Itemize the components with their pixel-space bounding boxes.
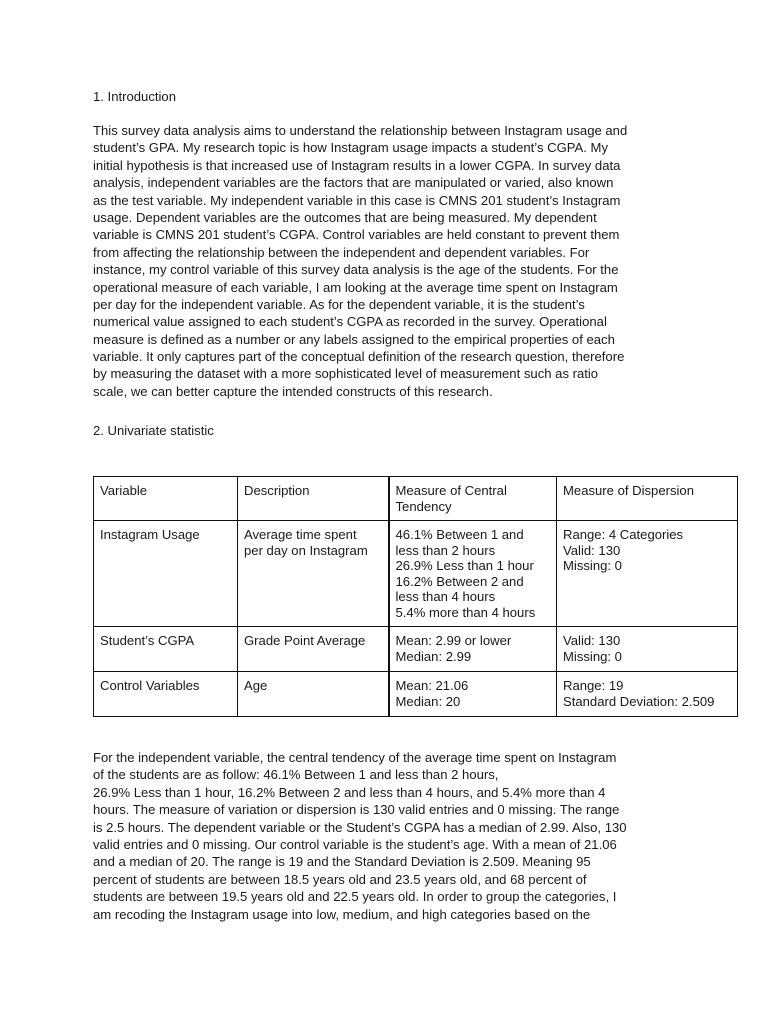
paragraph-line: operational measure of each variable, I am looking at the average time spent on Instagram — [93, 279, 618, 295]
paragraph-line: from affecting the relationship between the independent and dependent variables. For — [93, 244, 590, 260]
paragraph-line: student’s GPA. My research topic is how Instagram usage impacts a student’s CGPA. My — [93, 140, 608, 156]
univariate-discussion-paragraph — [93, 749, 743, 923]
cell-text: per day on Instagram — [244, 542, 368, 558]
cell-text: Range: 19 — [563, 678, 624, 693]
cell-text: 26.9% Less than 1 hour — [395, 558, 534, 573]
cell-text: Control Variables — [100, 678, 200, 693]
paragraph-line: 26.9% Less than 1 hour, 16.2% Between 2 and less than 4 hours, and 5.4% more than 4 — [93, 784, 606, 800]
cell-text: Missing: 0 — [563, 648, 622, 664]
cell-text: Median: 20 — [395, 693, 461, 709]
cell-text: Student’s CGPA — [100, 633, 195, 648]
cell-text: Valid: 130 — [563, 633, 621, 648]
cell-text: Median: 2.99 — [395, 648, 472, 664]
paragraph-line: students are between 19.5 years old and 22.5 years old. In order to group the categories, I — [93, 889, 617, 905]
header-text: Measure of Central — [395, 483, 507, 498]
cell-dispersion — [557, 627, 738, 672]
paragraph-line: percent of students are between 18.5 years old and 23.5 years old, and 68 percent of — [93, 871, 587, 887]
table-row-instagram-usage — [94, 521, 738, 627]
paragraph-line: numerical value assigned to each student’s CGPA as recorded in the survey. Operational — [93, 314, 607, 330]
paragraph-line: measure is defined as a number or any labels assigned to the empirical properties of each — [93, 331, 615, 347]
cell-text: Average time spent — [244, 527, 357, 542]
cell-dispersion — [557, 672, 738, 717]
paragraph-line: hours. The measure of variation or dispersion is 130 valid entries and 0 missing. The range — [93, 802, 620, 818]
cell-text: Grade Point Average — [244, 633, 366, 648]
section-heading-introduction: 1. Introduction — [93, 89, 176, 104]
paragraph-line: valid entries and 0 missing. Our control variable is the student’s age. With a mean of 21.06 — [93, 836, 617, 852]
cell-text: Standard Deviation: 2.509 — [563, 693, 715, 709]
univariate-statistics-table — [93, 476, 738, 717]
paragraph-line: scale, we can better capture the intended constructs of this research. — [93, 383, 493, 399]
table-row-control-variables — [94, 672, 738, 717]
cell-variable — [94, 627, 238, 672]
cell-variable — [94, 521, 238, 627]
header-text: Measure of Dispersion — [563, 483, 694, 498]
header-cell-variable — [94, 477, 238, 521]
cell-variable — [94, 672, 238, 717]
header-text: Variable — [100, 483, 148, 498]
cell-text: 46.1% Between 1 and — [395, 527, 524, 542]
cell-text: 5.4% more than 4 hours — [395, 604, 536, 620]
paragraph-line: For the independent variable, the central tendency of the average time spent on Instagram — [93, 750, 617, 765]
cell-text: less than 4 hours — [395, 589, 496, 604]
paragraph-line: am recoding the Instagram usage into low, medium, and high categories based on the — [93, 906, 591, 922]
header-cell-central-tendency — [389, 477, 557, 521]
cell-dispersion — [557, 521, 738, 627]
cell-description — [238, 672, 389, 717]
paragraph-line: and a median of 20. The range is 19 and the Standard Deviation is 2.509. Meaning 95 — [93, 854, 591, 870]
paragraph-line: analysis, independent variables are the factors that are manipulated or varied, also known — [93, 175, 614, 191]
paragraph-line: usage. Dependent variables are the outcomes that are being measured. My dependent — [93, 209, 597, 225]
paragraph-line: by measuring the dataset with a more sophisticated level of measurement such as ratio — [93, 366, 599, 382]
paragraph-line: variable. It only captures part of the conceptual definition of the research question, therefore — [93, 349, 625, 365]
paragraph-line: This survey data analysis aims to understand the relationship between Instagram usage and — [93, 123, 628, 138]
paragraph-line: initial hypothesis is that increased use of Instagram results in a lower CGPA. In survey data — [93, 157, 621, 173]
cell-text: Valid: 130 — [563, 542, 621, 558]
paragraph-line: as the test variable. My independent variable in this case is CMNS 201 student’s Instagram — [93, 192, 621, 208]
paragraph-line: of the students are as follow: 46.1% Between 1 and less than 2 hours, — [93, 767, 499, 783]
cell-central-tendency — [389, 627, 557, 672]
cell-central-tendency — [389, 521, 557, 627]
paragraph-line: instance, my control variable of this survey data analysis is the age of the students. For the — [93, 262, 619, 278]
cell-text: Age — [244, 678, 268, 693]
paragraph-line: per day for the independent variable. As for the dependent variable, it is the student’s — [93, 296, 585, 312]
cell-text: Instagram Usage — [100, 527, 200, 542]
cell-central-tendency — [389, 672, 557, 717]
paragraph-line: is 2.5 hours. The dependent variable or the Student’s CGPA has a median of 2.99. Also, 130 — [93, 819, 627, 835]
table-row-students-cgpa — [94, 627, 738, 672]
cell-text: Range: 4 Categories — [563, 527, 684, 542]
cell-text: Mean: 21.06 — [395, 678, 469, 693]
cell-text: Missing: 0 — [563, 558, 622, 573]
table-header-row — [94, 477, 738, 521]
cell-description — [238, 521, 389, 627]
cell-text: Mean: 2.99 or lower — [395, 633, 512, 648]
cell-text: less than 2 hours — [395, 542, 496, 558]
header-text: Description — [244, 483, 310, 498]
header-cell-description — [238, 477, 389, 521]
header-cell-dispersion — [557, 477, 738, 521]
header-text: Tendency — [395, 498, 452, 514]
paragraph-line: variable is CMNS 201 student’s CGPA. Control variables are held constant to prevent them — [93, 227, 620, 243]
section-heading-univariate: 2. Univariate statistic — [93, 423, 214, 438]
introduction-paragraph — [93, 122, 743, 400]
cell-text: 16.2% Between 2 and — [395, 573, 524, 589]
cell-description — [238, 627, 389, 672]
